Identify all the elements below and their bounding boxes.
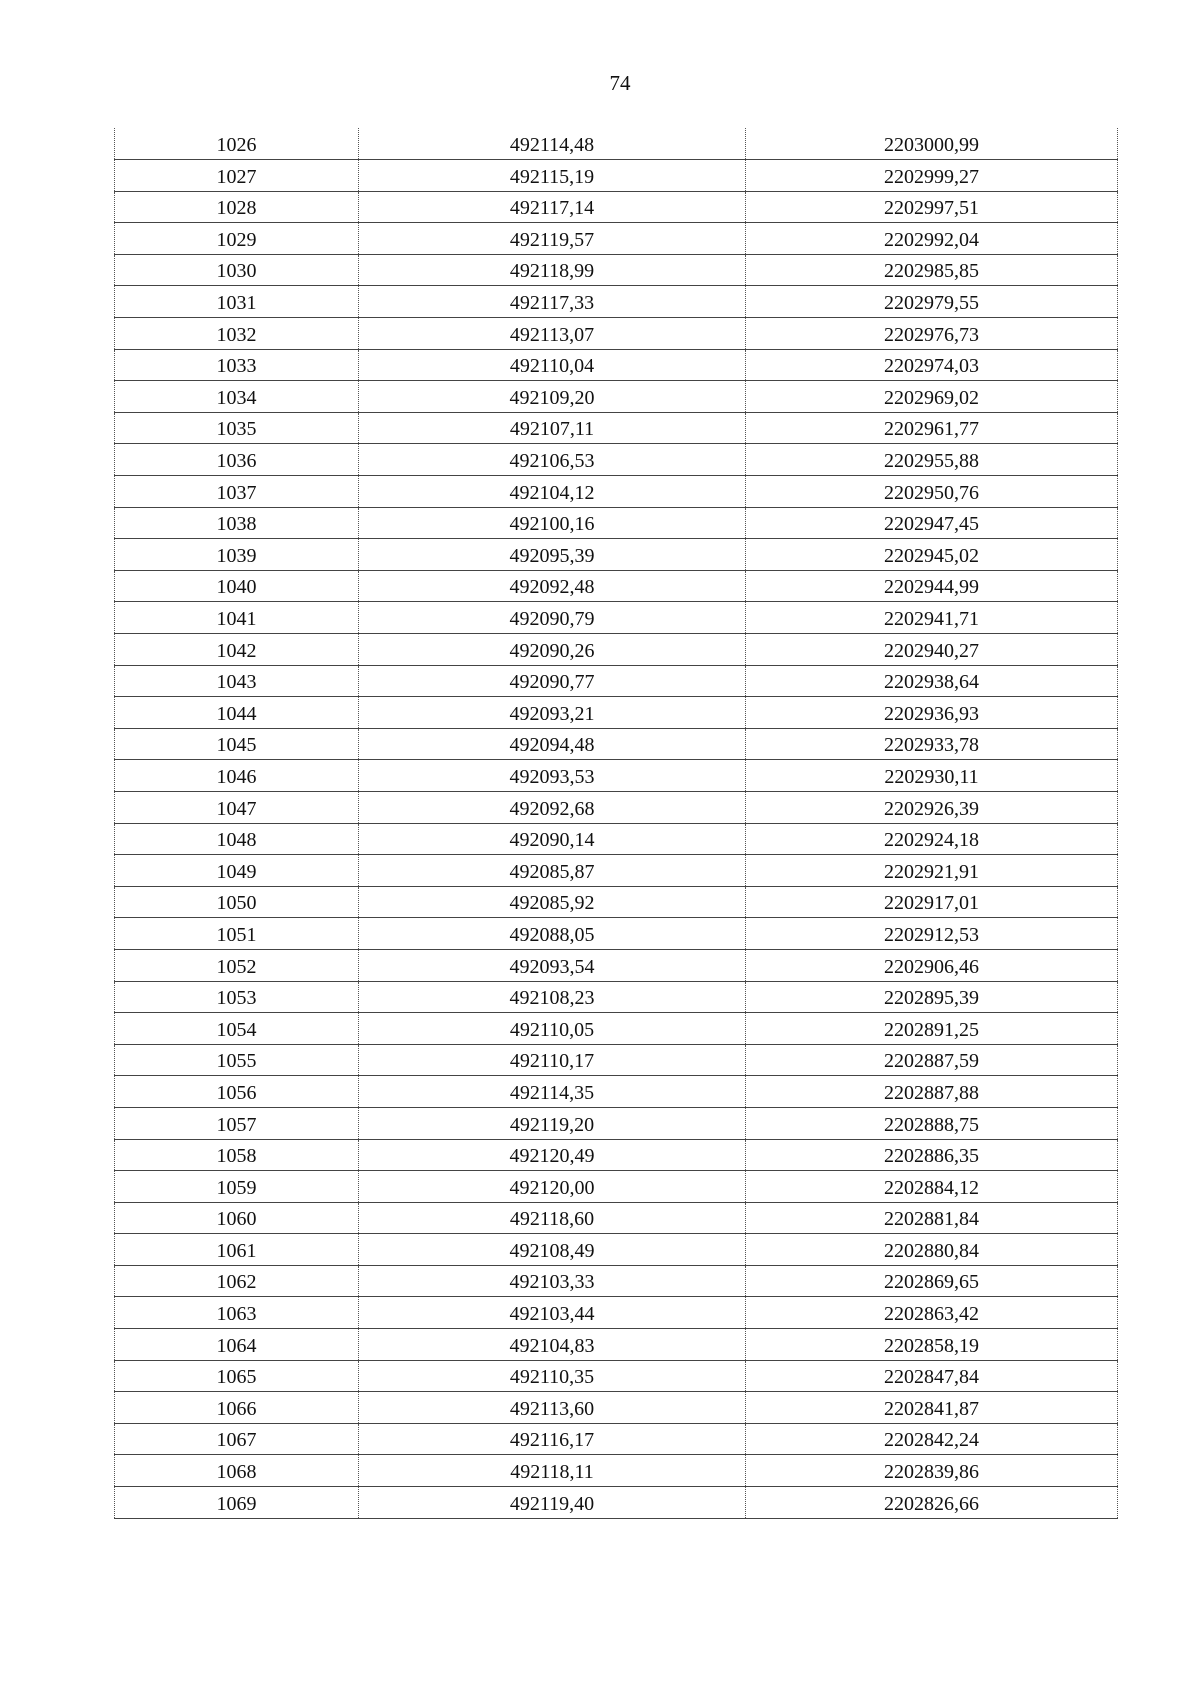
point-number-cell: 1030 <box>115 254 359 286</box>
point-number-cell: 1051 <box>115 918 359 950</box>
point-number-cell: 1057 <box>115 1107 359 1139</box>
x-coordinate-cell: 492085,92 <box>359 886 746 918</box>
table-row <box>115 602 1118 634</box>
point-number-cell: 1029 <box>115 223 359 255</box>
point-number-cell: 1045 <box>115 728 359 760</box>
x-coordinate-cell: 492090,79 <box>359 602 746 634</box>
point-number-cell: 1028 <box>115 191 359 223</box>
table-row <box>115 476 1118 508</box>
x-coordinate-cell: 492120,49 <box>359 1139 746 1171</box>
point-number-cell: 1053 <box>115 981 359 1013</box>
point-number-cell: 1026 <box>115 128 359 160</box>
table-row <box>115 728 1118 760</box>
y-coordinate-cell: 2202887,59 <box>746 1044 1118 1076</box>
table-row <box>115 1234 1118 1266</box>
coordinates-table <box>114 128 1118 1519</box>
point-number-cell: 1063 <box>115 1297 359 1329</box>
x-coordinate-cell: 492114,48 <box>359 128 746 160</box>
table-row <box>115 570 1118 602</box>
point-number-cell: 1052 <box>115 949 359 981</box>
point-number-cell: 1054 <box>115 1013 359 1045</box>
y-coordinate-cell: 2202985,85 <box>746 254 1118 286</box>
x-coordinate-cell: 492113,07 <box>359 318 746 350</box>
table-row <box>115 444 1118 476</box>
x-coordinate-cell: 492119,40 <box>359 1487 746 1519</box>
x-coordinate-cell: 492092,48 <box>359 570 746 602</box>
table-row <box>115 381 1118 413</box>
table-row <box>115 349 1118 381</box>
x-coordinate-cell: 492100,16 <box>359 507 746 539</box>
y-coordinate-cell: 2202926,39 <box>746 791 1118 823</box>
y-coordinate-cell: 2202992,04 <box>746 223 1118 255</box>
x-coordinate-cell: 492117,33 <box>359 286 746 318</box>
point-number-cell: 1027 <box>115 160 359 192</box>
table-row <box>115 1392 1118 1424</box>
table-row <box>115 1171 1118 1203</box>
y-coordinate-cell: 2202858,19 <box>746 1329 1118 1361</box>
table-row <box>115 191 1118 223</box>
table-row <box>115 1360 1118 1392</box>
y-coordinate-cell: 2202912,53 <box>746 918 1118 950</box>
point-number-cell: 1043 <box>115 665 359 697</box>
table-row <box>115 918 1118 950</box>
point-number-cell: 1058 <box>115 1139 359 1171</box>
table-row <box>115 1265 1118 1297</box>
point-number-cell: 1056 <box>115 1076 359 1108</box>
point-number-cell: 1055 <box>115 1044 359 1076</box>
table-row <box>115 823 1118 855</box>
table-row <box>115 1202 1118 1234</box>
y-coordinate-cell: 2202950,76 <box>746 476 1118 508</box>
y-coordinate-cell: 2202895,39 <box>746 981 1118 1013</box>
table-row <box>115 760 1118 792</box>
point-number-cell: 1039 <box>115 539 359 571</box>
y-coordinate-cell: 2202841,87 <box>746 1392 1118 1424</box>
y-coordinate-cell: 2202974,03 <box>746 349 1118 381</box>
x-coordinate-cell: 492113,60 <box>359 1392 746 1424</box>
x-coordinate-cell: 492118,11 <box>359 1455 746 1487</box>
table-row <box>115 1044 1118 1076</box>
y-coordinate-cell: 2202917,01 <box>746 886 1118 918</box>
x-coordinate-cell: 492088,05 <box>359 918 746 950</box>
table-row <box>115 1297 1118 1329</box>
table-row <box>115 160 1118 192</box>
y-coordinate-cell: 2202884,12 <box>746 1171 1118 1203</box>
x-coordinate-cell: 492110,17 <box>359 1044 746 1076</box>
point-number-cell: 1064 <box>115 1329 359 1361</box>
point-number-cell: 1031 <box>115 286 359 318</box>
y-coordinate-cell: 2202961,77 <box>746 412 1118 444</box>
point-number-cell: 1041 <box>115 602 359 634</box>
x-coordinate-cell: 492116,17 <box>359 1423 746 1455</box>
y-coordinate-cell: 2202839,86 <box>746 1455 1118 1487</box>
y-coordinate-cell: 2202887,88 <box>746 1076 1118 1108</box>
y-coordinate-cell: 2202924,18 <box>746 823 1118 855</box>
y-coordinate-cell: 2202999,27 <box>746 160 1118 192</box>
y-coordinate-cell: 2202869,65 <box>746 1265 1118 1297</box>
y-coordinate-cell: 2202891,25 <box>746 1013 1118 1045</box>
point-number-cell: 1034 <box>115 381 359 413</box>
point-number-cell: 1068 <box>115 1455 359 1487</box>
x-coordinate-cell: 492115,19 <box>359 160 746 192</box>
x-coordinate-cell: 492104,83 <box>359 1329 746 1361</box>
table-row <box>115 855 1118 887</box>
x-coordinate-cell: 492103,33 <box>359 1265 746 1297</box>
table-row <box>115 254 1118 286</box>
table-row <box>115 981 1118 1013</box>
x-coordinate-cell: 492092,68 <box>359 791 746 823</box>
table-row <box>115 634 1118 666</box>
y-coordinate-cell: 2202938,64 <box>746 665 1118 697</box>
y-coordinate-cell: 2202930,11 <box>746 760 1118 792</box>
table-row <box>115 539 1118 571</box>
x-coordinate-cell: 492120,00 <box>359 1171 746 1203</box>
y-coordinate-cell: 2202940,27 <box>746 634 1118 666</box>
y-coordinate-cell: 2202997,51 <box>746 191 1118 223</box>
y-coordinate-cell: 2202947,45 <box>746 507 1118 539</box>
y-coordinate-cell: 2202826,66 <box>746 1487 1118 1519</box>
x-coordinate-cell: 492095,39 <box>359 539 746 571</box>
table-row <box>115 665 1118 697</box>
table-row <box>115 1423 1118 1455</box>
table-row <box>115 1107 1118 1139</box>
x-coordinate-cell: 492110,05 <box>359 1013 746 1045</box>
table-row <box>115 223 1118 255</box>
x-coordinate-cell: 492090,77 <box>359 665 746 697</box>
table-row <box>115 286 1118 318</box>
point-number-cell: 1033 <box>115 349 359 381</box>
table-row <box>115 128 1118 160</box>
y-coordinate-cell: 2202936,93 <box>746 697 1118 729</box>
y-coordinate-cell: 2202941,71 <box>746 602 1118 634</box>
x-coordinate-cell: 492104,12 <box>359 476 746 508</box>
table-row <box>115 791 1118 823</box>
page-number: 74 <box>609 71 631 95</box>
point-number-cell: 1037 <box>115 476 359 508</box>
table-row <box>115 1139 1118 1171</box>
x-coordinate-cell: 492109,20 <box>359 381 746 413</box>
x-coordinate-cell: 492093,54 <box>359 949 746 981</box>
y-coordinate-cell: 2202888,75 <box>746 1107 1118 1139</box>
point-number-cell: 1061 <box>115 1234 359 1266</box>
x-coordinate-cell: 492108,23 <box>359 981 746 1013</box>
y-coordinate-cell: 2202979,55 <box>746 286 1118 318</box>
point-number-cell: 1047 <box>115 791 359 823</box>
y-coordinate-cell: 2202945,02 <box>746 539 1118 571</box>
y-coordinate-cell: 2202955,88 <box>746 444 1118 476</box>
x-coordinate-cell: 492114,35 <box>359 1076 746 1108</box>
point-number-cell: 1042 <box>115 634 359 666</box>
y-coordinate-cell: 2202933,78 <box>746 728 1118 760</box>
x-coordinate-cell: 492106,53 <box>359 444 746 476</box>
table-row <box>115 507 1118 539</box>
table-row <box>115 1455 1118 1487</box>
point-number-cell: 1035 <box>115 412 359 444</box>
y-coordinate-cell: 2202976,73 <box>746 318 1118 350</box>
x-coordinate-cell: 492093,21 <box>359 697 746 729</box>
table-row <box>115 412 1118 444</box>
x-coordinate-cell: 492117,14 <box>359 191 746 223</box>
x-coordinate-cell: 492108,49 <box>359 1234 746 1266</box>
point-number-cell: 1062 <box>115 1265 359 1297</box>
table-row <box>115 886 1118 918</box>
x-coordinate-cell: 492119,57 <box>359 223 746 255</box>
y-coordinate-cell: 2202880,84 <box>746 1234 1118 1266</box>
point-number-cell: 1066 <box>115 1392 359 1424</box>
point-number-cell: 1032 <box>115 318 359 350</box>
y-coordinate-cell: 2203000,99 <box>746 128 1118 160</box>
y-coordinate-cell: 2202969,02 <box>746 381 1118 413</box>
point-number-cell: 1069 <box>115 1487 359 1519</box>
table-row <box>115 318 1118 350</box>
y-coordinate-cell: 2202886,35 <box>746 1139 1118 1171</box>
x-coordinate-cell: 492110,04 <box>359 349 746 381</box>
y-coordinate-cell: 2202847,84 <box>746 1360 1118 1392</box>
point-number-cell: 1049 <box>115 855 359 887</box>
y-coordinate-cell: 2202881,84 <box>746 1202 1118 1234</box>
x-coordinate-cell: 492119,20 <box>359 1107 746 1139</box>
x-coordinate-cell: 492110,35 <box>359 1360 746 1392</box>
y-coordinate-cell: 2202906,46 <box>746 949 1118 981</box>
y-coordinate-cell: 2202921,91 <box>746 855 1118 887</box>
x-coordinate-cell: 492090,26 <box>359 634 746 666</box>
point-number-cell: 1044 <box>115 697 359 729</box>
x-coordinate-cell: 492107,11 <box>359 412 746 444</box>
table-row <box>115 949 1118 981</box>
x-coordinate-cell: 492118,99 <box>359 254 746 286</box>
point-number-cell: 1036 <box>115 444 359 476</box>
x-coordinate-cell: 492093,53 <box>359 760 746 792</box>
x-coordinate-cell: 492103,44 <box>359 1297 746 1329</box>
x-coordinate-cell: 492118,60 <box>359 1202 746 1234</box>
table-row <box>115 1329 1118 1361</box>
point-number-cell: 1048 <box>115 823 359 855</box>
x-coordinate-cell: 492094,48 <box>359 728 746 760</box>
point-number-cell: 1067 <box>115 1423 359 1455</box>
point-number-cell: 1040 <box>115 570 359 602</box>
x-coordinate-cell: 492090,14 <box>359 823 746 855</box>
table-row <box>115 697 1118 729</box>
table-row <box>115 1487 1118 1519</box>
x-coordinate-cell: 492085,87 <box>359 855 746 887</box>
y-coordinate-cell: 2202842,24 <box>746 1423 1118 1455</box>
point-number-cell: 1038 <box>115 507 359 539</box>
point-number-cell: 1060 <box>115 1202 359 1234</box>
point-number-cell: 1046 <box>115 760 359 792</box>
table-row <box>115 1013 1118 1045</box>
table-row <box>115 1076 1118 1108</box>
y-coordinate-cell: 2202944,99 <box>746 570 1118 602</box>
point-number-cell: 1050 <box>115 886 359 918</box>
point-number-cell: 1059 <box>115 1171 359 1203</box>
point-number-cell: 1065 <box>115 1360 359 1392</box>
y-coordinate-cell: 2202863,42 <box>746 1297 1118 1329</box>
coordinates-table-body <box>115 128 1118 1518</box>
